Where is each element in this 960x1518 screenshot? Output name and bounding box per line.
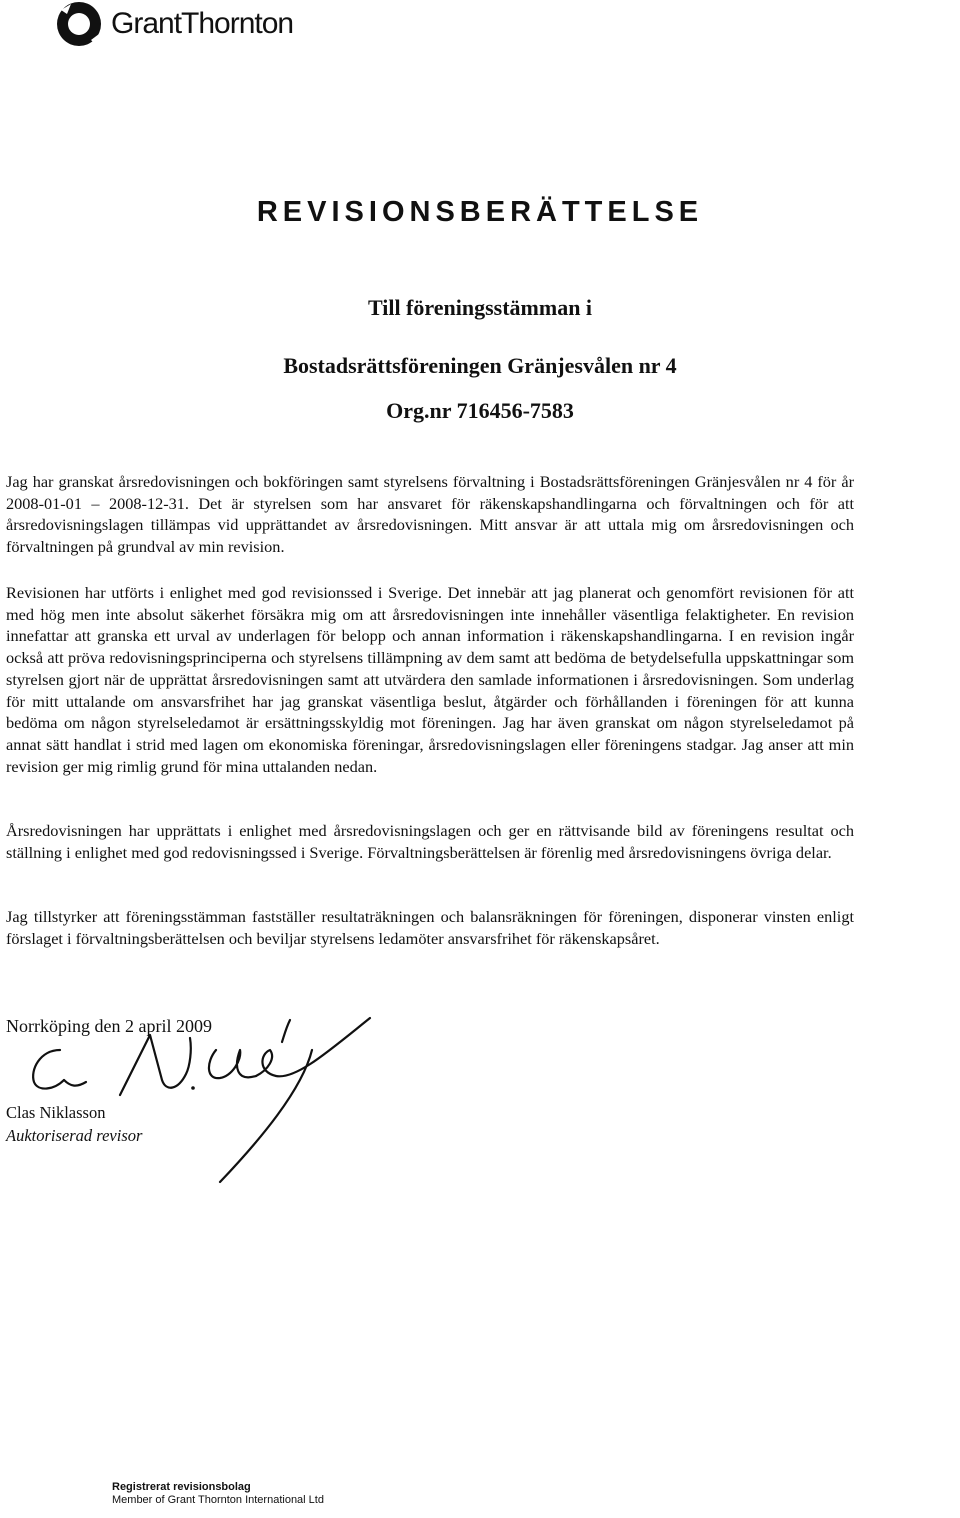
org-number: Org.nr 716456-7583 — [386, 398, 574, 423]
paragraph-opinion: Årsredovisningen har upprättats i enlighet med årsredovisningslagen och ger en rättvisande bild av föreningens resultat och ställning i enlighet med god redovisningssed i Sverige. Förvaltningsberättelsen är förenlig med årsredovisningens övriga delar. — [6, 821, 854, 862]
signer-title: Auktoriserad revisor — [6, 1126, 143, 1145]
paragraph-recommendation: Jag tillstyrker att föreningsstämman fastställer resultaträkningen och balansräkningen för föreningen, disponerar vinsten enligt förslaget i förvaltningsberättelsen och beviljar styrelsens ledamöter ansvarsfrihet för räkenskapsåret. — [6, 907, 854, 948]
addressee-line: Till föreningsstämman i — [367, 295, 593, 320]
paragraph-scope: Jag har granskat årsredovisningen och bokföringen samt styrelsens förvaltning i Bostadsrättsföreningen Gränjesvålen nr 4 för år 2008-01-01 – 2008-12-31. Det är styrelsen som har ansvaret för räkenskapshandlingarna och förvaltningen och för att årsredovisningslagen tillämpas vid upprättandet av årsredovisningen. Mitt ansvar är att uttala mig om årsredovisningen och förvaltningen på grundval av min revision. — [6, 472, 854, 557]
company-logo — [55, 3, 293, 45]
grant-thornton-logo-icon — [55, 0, 103, 48]
footer-registration: Registrerat revisionsbolag — [112, 1481, 251, 1493]
paragraph-audit-method: Revisionen har utförts i enlighet med god revisionssed i Sverige. Det innebär att jag planerat och genomfört revisionen för att med hög men inte absolut säkerhet försäkra mig om att årsredovisningen inte innehåller väsentliga felaktigheter. En revision innefattar att granska ett urval av underlagen för belopp och annan information i räkenskapshandlingarna. I en revision ingår också att pröva redovisningsprinciperna och styrelsens tillämpning av dem samt att bedöma de betydelsefulla uppskattningar som styrelsen gjort när de upprättat årsredovisningen samt att utvärdera den samlade informationen i årsredovisningen. Som underlag för mitt uttalande om ansvarsfrihet har jag granskat väsentliga beslut, åtgärder och förhållanden i föreningen för att kunna bedöma om någon styrelseledamot är ersättningsskyldig mot föreningen. Jag har även granskat om någon styrelseledamot på annat sätt handlat i strid med lagen om ekonomiska föreningar, årsredovisningslagen eller föreningens stadgar. Jag anser att min revision ger mig rimlig grund för mina uttalanden nedan. — [6, 583, 854, 776]
association-name: Bostadsrättsföreningen Gränjesvålen nr 4 — [283, 353, 677, 378]
footer — [112, 1481, 324, 1507]
document-title: REVISIONSBERÄTTELSE — [256, 196, 704, 228]
logo-text: GrantThornton — [111, 7, 294, 40]
place-date: Norrköping den 2 april 2009 — [6, 1016, 212, 1036]
footer-membership: Member of Grant Thornton International Ltd — [112, 1494, 324, 1506]
signer-name: Clas Niklasson — [6, 1103, 106, 1122]
handwritten-signature — [20, 1010, 390, 1190]
